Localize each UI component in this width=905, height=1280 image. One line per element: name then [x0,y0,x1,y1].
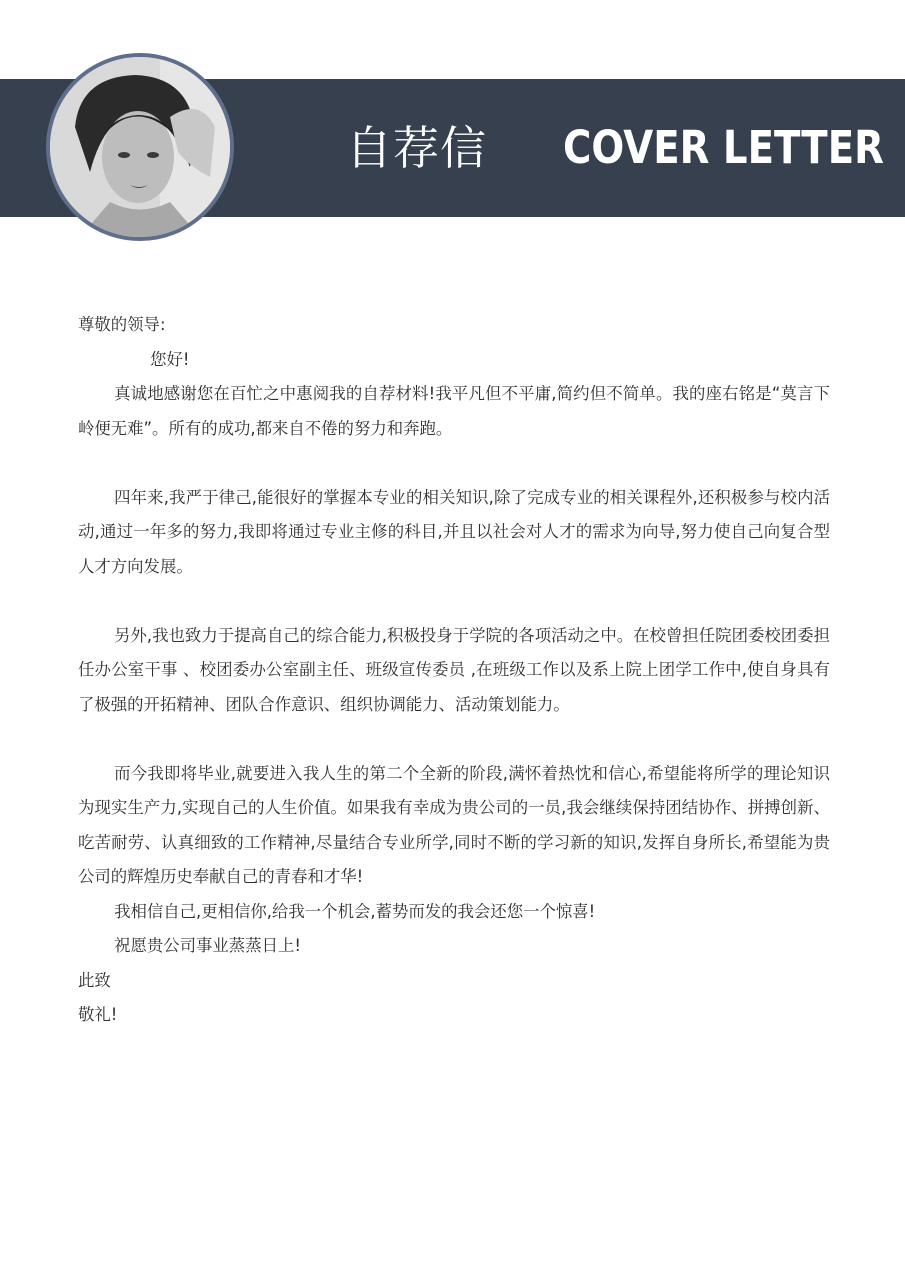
paragraph-4: 而今我即将毕业,就要进入我人生的第二个全新的阶段,满怀着热忱和信心,希望能将所学的理论知识为现实生产力,实现自己的人生价值。如果我有幸成为贵公司的一员,我会继续保持团结协作、拼搏创新、吃苦耐劳、认真细致的工作精神,尽量结合专业所学,同时不断的学习新的知识,发挥自身所长,希望能为贵公司的辉煌历史奉献自己的青春和才华! [78,763,830,886]
paragraph-5: 我相信自己,更相信你,给我一个机会,蓄势而发的我会还您一个惊喜! [114,901,596,921]
closing-line-2: 敬礼! [78,1005,118,1024]
portrait-photo-icon [50,57,230,237]
paragraph-1: 真诚地感谢您在百忙之中惠阅我的自荐材料!我平凡但不平庸,简约但不简单。我的座右铭是“莫言下岭便无难”。所有的成功,都来自不倦的努力和奔跑。 [78,384,830,438]
paragraph-2: 四年来,我严于律己,能很好的掌握本专业的相关知识,除了完成专业的相关课程外,还积极参与校内活动,通过一年多的努力,我即将通过专业主修的科目,并且以社会对人才的需求为向导,努力使自己向复合型人才方向发展。 [78,487,830,576]
title-english: COVER LETTER [563,121,884,174]
title-chinese: 自荐信 [346,121,487,175]
greeting: 您好! [150,349,190,369]
avatar [46,53,234,241]
paragraph-3: 另外,我也致力于提高自己的综合能力,积极投身于学院的各项活动之中。在校曾担任院团委校团委担任办公室干事 、校团委办公室副主任、班级宣传委员 ,在班级工作以及系上院上团学工作中,使自身具有了极强的开拓精神、团队合作意识、组织协调能力、活动策划能力。 [78,625,830,714]
letter-body [78,308,830,1033]
salutation: 尊敬的领导: [78,315,166,334]
paragraph-6: 祝愿贵公司事业蒸蒸日上! [114,936,301,955]
closing-line-1: 此致 [78,970,111,990]
